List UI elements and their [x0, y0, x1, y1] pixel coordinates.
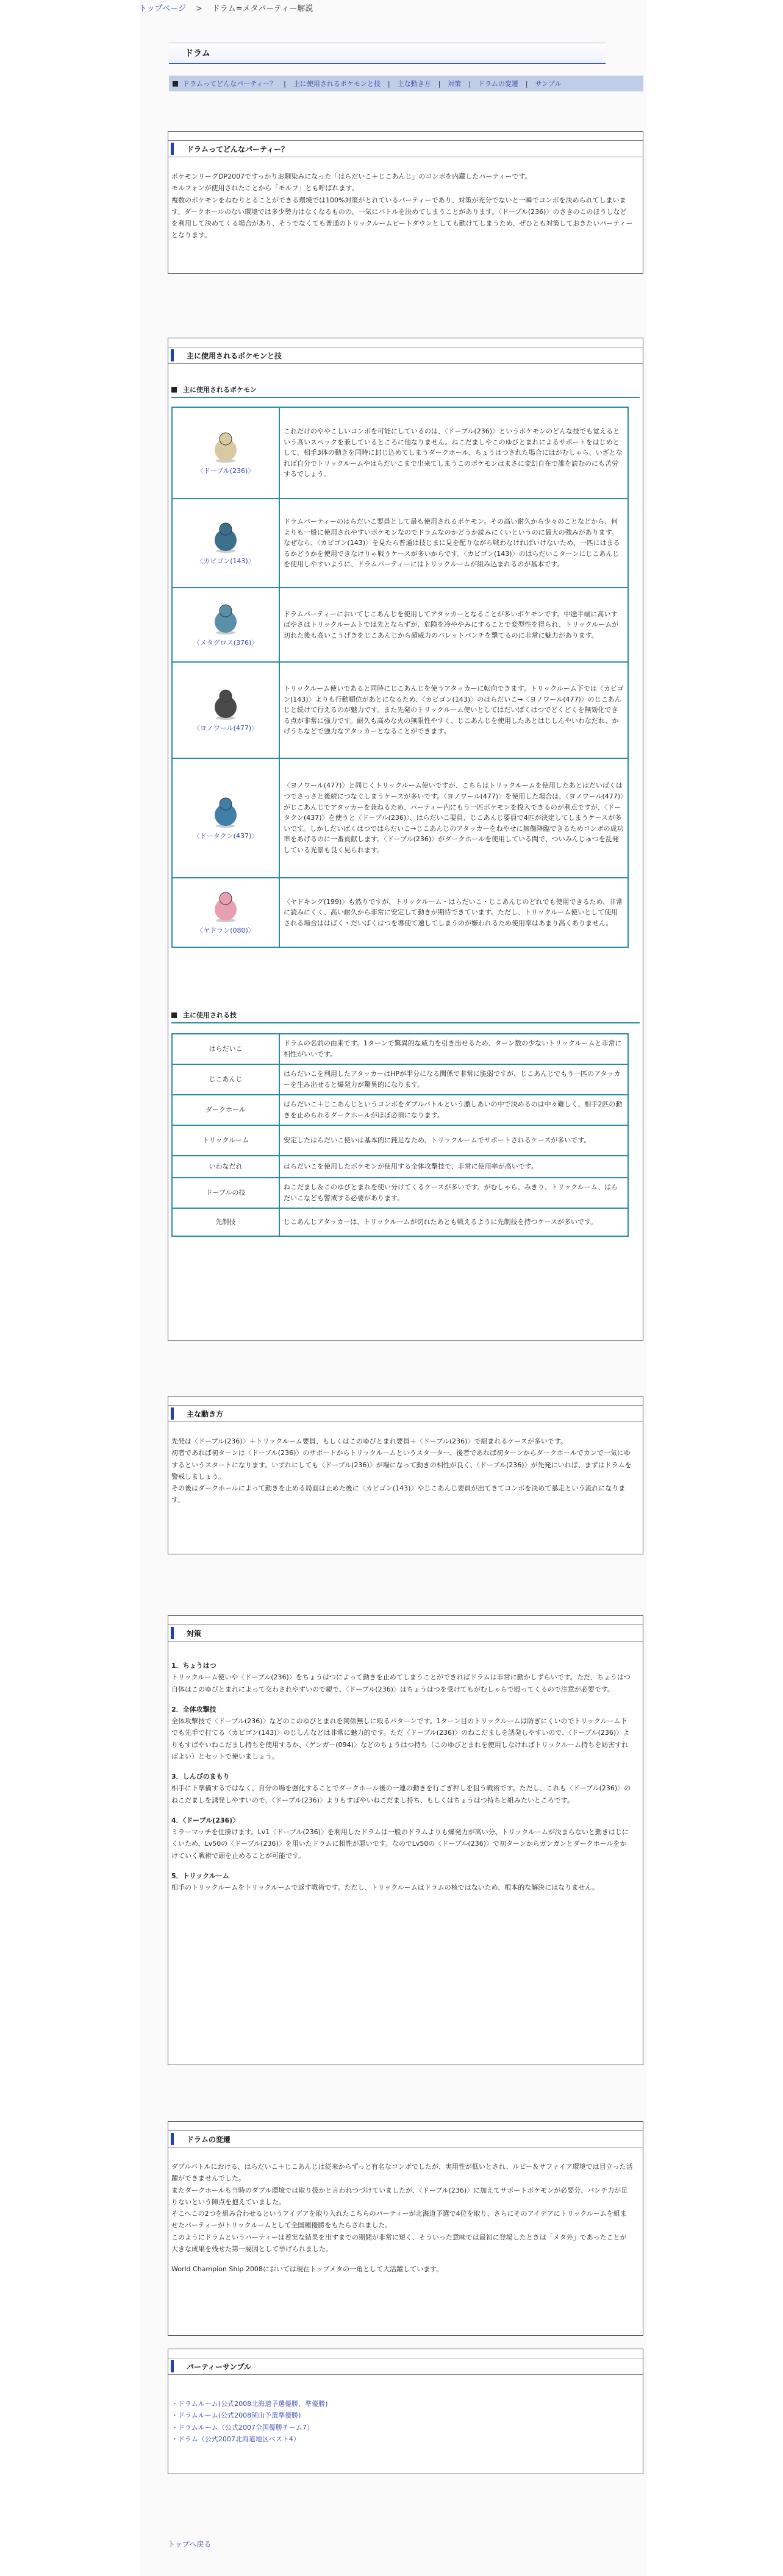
counter-item-text: 相手のトリックルームをトリックルームで返す戦術です。ただし、トリックルームはドラムの核ではないため、根本的な解決にはなりません。	[171, 1884, 599, 1891]
section-body	[171, 1656, 633, 1902]
section-sample	[168, 2349, 643, 2474]
page-title: ドラム	[185, 49, 210, 59]
pokemon-name-link[interactable]: 〈カビゴン(143)〉	[196, 557, 255, 566]
counter-item-text: トリックルーム使いや〈ドーブル(236)〉をちょうはつによって動きを止めてしまうことができればドラムは非常に動かしずらいです。ただ、ちょうはつ自体はこのゆびとまれによって交わされやすいので親で、〈ドーブル(236)〉はちょうはつを受けてもがむしゃらで殴ってくるので注意が必要です。	[171, 1673, 631, 1693]
pokemon-row	[172, 407, 628, 499]
pokemon-name-link[interactable]: 〈ドーブル(236)〉	[196, 467, 255, 475]
sprite-head	[220, 523, 232, 535]
move-name: いわなだれ	[172, 1156, 279, 1178]
paragraph: そこへこの2つを組み合わせるというアイデアを取り入れたこちらのパーティーが北海道予選で4位を取り、さらにそのアイデアにトリックルームを組ませたパーティーがトリックルームとして全国種優勝をもたらされました。	[171, 2210, 627, 2230]
counter-item-title: 5．トリックルーム	[171, 1871, 229, 1880]
sprite-head	[220, 798, 232, 810]
pokemon-name-link[interactable]: 〈ドータクン(437)〉	[193, 832, 259, 841]
breadcrumb-separator: >	[195, 4, 202, 13]
move-description: ねこだまし＆このゆびとまれを使い分けてくるケースが多いです。がむしゃら、みきり、トリックルーム、はらだいこなども警戒する必要があります。	[279, 1178, 628, 1208]
section-body	[171, 1436, 633, 1506]
toc-link-movement[interactable]: 主な動き方	[397, 80, 431, 88]
sprite-head	[220, 690, 232, 702]
move-row	[172, 1095, 628, 1125]
move-description: はらだいこを使用したポケモンが使用する全体攻撃技で、非常に使用率が高いです。	[279, 1156, 628, 1178]
breadcrumb-current: ドラム=メタパーティー解説	[212, 4, 313, 13]
move-row	[172, 1156, 628, 1178]
pokemon-sprite-icon	[209, 686, 243, 720]
paragraph: 先発は〈ドーブル(236)〉＋トリックルーム要員、もしくはこのゆびとまれ要員＋〈ドーブル(236)〉で組まれるケースが多いです。	[171, 1437, 567, 1445]
move-name: ダークホール	[172, 1095, 279, 1125]
move-name: じこあんじ	[172, 1064, 279, 1095]
section-heading: ドラムってどんなパーティー？	[168, 140, 643, 157]
counter-item-text: 相手に下準備するではなく、自分の場を強化することでダークホール後の一連の動きを行ごぎ押しを狙う戦術です。ただし、これも〈ドーブル(236)〉のねこだましを誘発しやすいので、〈ドーブル(236)〉よりもすばやいねこだまし持ち、もしくはちょうはつ持ちと組みたいところです。	[171, 1784, 631, 1804]
pokemon-description: ドラムパーティーにおいてじこあんじを使用してアタッカーとなることが多いポケモンです。中途半端に高いすばやさはトリックルームトでは先とならずが、危険を冷ややみにすることで変型性を得られ、トリックルームが切れた後も高いこうげきをじこあんじから超威力のバレットパンチを撃てるのに非常に魅力があります。	[279, 588, 628, 662]
section-history	[168, 2121, 643, 2336]
square-bullet-icon	[171, 387, 177, 393]
breadcrumb-home-link[interactable]: トップページ	[139, 4, 186, 13]
subheading-pokemon: 主に使用されるポケモン	[171, 385, 257, 394]
toc-link-counter[interactable]: 対策	[448, 80, 462, 88]
sprite-head	[220, 892, 232, 905]
toc-link-sample[interactable]: サンプル	[535, 80, 562, 88]
pokemon-sprite-icon	[209, 429, 243, 463]
pokemon-row	[172, 662, 628, 758]
pokemon-row	[172, 758, 628, 878]
move-description: はらだいこ＋じこあんじというコンボをダブルバトルという激しあいの中で決めるのは中々難しく、相手2匹の動きを止められるダークホールがほぼ必須になります。	[279, 1095, 628, 1125]
move-name: 先制技	[172, 1208, 279, 1236]
section-counter	[168, 1615, 643, 2065]
pokemon-description: ドラムパーティーのはらだいこ要員として最も使用されるポケモン。その高い耐久から少々のことなどから、何よりも一般に使用されやすいポケモンなのでドラムなのかどうか読みにくいというのに最大の強みがあります。なぜなら、〈カビゴン(143)〉を見たら普通は技じまに見を配りながら戦わなければいけないため、一匹にはまるるかどうかを使用できなけりゃ戦うケースが多いからです。〈カビゴン(143)〉のはらだいこターンにじこあんじを使用しやすいように、ドラムパーティーにはトリックルームが組み込まれるのが基本です。	[279, 499, 628, 588]
pokemon-description: 〈ヤドキング(199)〉も然りですが、トリックルーム・はらだいこ・じこあんじのどれでも使用できるため、非常に読みにくく、高い耐久から非常に安定して動きが期待できています。ただし、トリックルーム使いとして使用される場合ははばく・だいばくはつを導使て速してしまうのが嫌われるため使用率はあまり高くありません。	[279, 878, 628, 947]
paragraph: ポケモンリーグDP2007ですっかりお馴染みになった「はらだいこ＋じこあんじ」のコンボを内蔵したパーティーです。	[171, 173, 532, 180]
toc-link-intro[interactable]: ドラムってどんなパーティー？	[183, 80, 277, 88]
section-pokemon	[168, 338, 643, 1341]
section-body	[171, 2161, 633, 2275]
pokemon-table	[171, 407, 629, 948]
paragraph: その後はダークホールによって動きを止める局面は止めた後に〈カビゴン(143)〉やじこあんじ要員が出てきてコンボを決めて暴走という流れになります。	[171, 1484, 626, 1504]
paragraph: 複数のポケモンをねむりとることができる環境では100%対策がとれているパーティーであり、対策が充分でないと一瞬でコンボを決められてしまいます。ダークホールのない環境では多少勢力はなくなるものの、一気にバトルを決めてしまうことがあります。〈ドーブル(236)〉のさきのこのほうしなどを利用して決めてくる場合があり、そうでなくても普通のトリックルームビートダウンとしても動けてしまうため、ぜひとも対策しておきたいパーティーとなります。	[171, 196, 633, 240]
pokemon-name-link[interactable]: 〈メタグロス(376)〉	[193, 639, 259, 647]
move-row	[172, 1125, 628, 1156]
back-to-top-link[interactable]: トップへ戻る	[168, 2540, 212, 2549]
section-movement	[168, 1396, 643, 1554]
section-heading: 主な動き方	[168, 1405, 643, 1422]
move-name: トリックルーム	[172, 1125, 279, 1156]
section-heading: 対策	[168, 1624, 643, 1642]
move-row	[172, 1208, 628, 1236]
pokemon-sprite-icon	[209, 601, 243, 635]
section-body	[171, 171, 633, 241]
sample-link[interactable]: ・ドラムルーム(公式2008北海道予選優勝、準優勝)	[171, 2400, 328, 2408]
pokemon-description: 〈ヨノワール(477)〉と同じくトリックルーム使いですが、こちらはトリックルームを使用したあとはだいばくはつでさっさと後続につなぐしまうケースが多いです。〈ヨノワール(477)〉を使用した場合は、〈ヨノワール(477)〉がじこあんじでアタッカーを兼ねるため、パーティー内にもう一匹ポケモンを投入できるのが利点ですが、〈ドータクン(437)〉を使うと〈ドーブル(236)〉、はらだいこ要員、じこあんじ要員で4匹が決定してしまうケースが多いです。しかしだいばくはつではらだいこ→じこあんじのアタッカーをねやせに無傷降臨できるためコンボの成功率をあげるのに一番貢献します。〈ドーブル(236)〉がダークホールを使用している間で、ついみんじゅつを乱発している光景も良く見られます。	[279, 758, 628, 878]
move-name: ドーブルの技	[172, 1178, 279, 1208]
move-name: はらだいこ	[172, 1034, 279, 1064]
square-bullet-icon	[173, 81, 178, 87]
section-heading: 主に使用されるポケモンと技	[168, 347, 643, 364]
pokemon-name-link[interactable]: 〈ヨノワール(477)〉	[193, 724, 259, 733]
counter-item-text: ミラーマッチを仕掛けます。Lv1〈ドーブル(236)〉を利用したドラムは一般のドラムよりも爆発力が高い分、トリックルームが決まらないと動きはじにくいため、Lv50の〈ドーブル(236)〉を用いたドラムに相性が悪いです。なのでLv50の〈ドーブル(236)〉で初ターンからガンガンとダークホールをかけていく戦術で頭を止めることが可能です。	[171, 1828, 629, 1860]
toc-link-history[interactable]: ドラムの変遷	[478, 80, 518, 88]
move-description: じこあんじアタッカーは、トリックルームが切れたあとも戦えるように先制技を持つケースが多いです。	[279, 1208, 628, 1236]
paragraph: またダークホールも当時のダブル環境では取り扱かと言われつづけていましたが、〈ドーブル(236)〉に加えてサポートポケモンが必要分、パンチ力が足りないという陣点を抱えていました。	[171, 2186, 628, 2206]
sample-link[interactable]: ・ドラム（公式2007北海道地区ベスト4）	[171, 2435, 300, 2443]
moves-table	[171, 1033, 629, 1237]
section-intro	[168, 131, 643, 274]
breadcrumb	[139, 2, 313, 13]
pokemon-name-link[interactable]: 〈ヤドラン(080)〉	[196, 927, 255, 935]
move-description: ドラムの名前の由来です。1ターンで驚異的な威力を引き出せるため、ターン数の少ないトリックルームと非常に相性がいいです。	[279, 1034, 628, 1064]
toc-link-pokemon[interactable]: 主に使用されるポケモンと技	[293, 80, 381, 88]
move-row	[172, 1064, 628, 1095]
section-heading: パーティーサンプル	[168, 2358, 643, 2375]
sample-link[interactable]: ・ドラムルーム（公式2007全国優勝チーム7）	[171, 2423, 313, 2432]
pokemon-sprite-icon	[209, 519, 243, 553]
sample-link[interactable]: ・ドラムルーム(公式2008関山予選準優勝)	[171, 2411, 301, 2420]
subheading-moves: 主に使用される技	[171, 1010, 237, 1020]
paragraph: モルフォンが使用されたことから「モルフ」とも呼ばれます。	[171, 184, 359, 193]
paragraph: 初者であれば初ターンは〈ドーブル(236)〉のサポートからトリックルームというスターター、後者であれば初ターンからダークホールでカンで一気にゆするというスタートになります。いずれにしても〈ドーブル(236)〉が場になって動きの相性が良く、〈ドーブル(236)〉が先発にいれば、まずはドラムを警戒しましょう。	[171, 1449, 632, 1481]
move-description: はらだいこを利用したアタッカーはHPが半分になる関係で非常に脆弱ですが、じこあんじでもう一匹のアタッカーを生み出せると爆発力が驚異的になります。	[279, 1064, 628, 1095]
pokemon-description: これだけのややこしいコンボを可能にしているのは、〈ドーブル(236)〉というポケモンのどんな技でも覚えるという高いスペックを兼しているところに他なりません。ねこだましやこのゆびとまれによるサポートをはじめとして、相手3体の動きを同時に封じ込めてしまうダークホール、ちょうはつされた場合にはがむしゃら、いざとなれば自分でトリックルームやはらだいこまで出来てしまうこのポケモンはまさに変幻自在で誰を読むのにも苦労するでしょう。	[279, 407, 628, 499]
sprite-head	[220, 433, 232, 445]
pokemon-row	[172, 878, 628, 947]
counter-item-title: 1．ちょうはつ	[171, 1662, 216, 1670]
paragraph: このようにドラムというパーティーは着実な結果を出すまでの期間が非常に短く、そういった意味では最初に登場したときは「メタ外」であったことが大きな成果を残せた第一要因として挙げられました。	[171, 2233, 627, 2253]
paragraph: ダブルバトルにおける、はらだいこ＋じこあんじは従来からずっと有名なコンボでしたが、実用性が低いとされ、ルビー＆サファイア環境では目立った活躍ができませんでした。	[171, 2163, 633, 2183]
table-of-contents: ドラムってどんなパーティー？ | 主に使用されるポケモンと技 | 主な動き方 | 対策 | ドラムの変遷 | サンプル	[169, 76, 643, 91]
move-row	[172, 1178, 628, 1208]
paragraph: World Champion Ship 2008においては現在トップメタの一角として大活躍しています。	[171, 2265, 443, 2273]
pokemon-description: トリックルーム使いであると同時にじこあんじを使うアタッカーに転向できます。トリックルーム下では〈カビゴン(143)〉よりも行動順位があとになるため、〈カビゴン(143)〉のはらだいこ→〈ヨノワール(477)〉のじこあんじと続けて行えるのが魅力です。また先発のトリックルーム使いとしてはだいばくはつでどくどくを無効化できる点が非常に強力です。耐久も高めな火の無限性やすく、じこあんじを使用したあとはじしんやいわなだれ、かげうちなどで強力なアタッカーとなることができます。	[279, 662, 628, 758]
sprite-head	[220, 605, 232, 617]
section-heading: ドラムの変遷	[168, 2130, 643, 2147]
counter-item-title: 4．〈ドーブル(236)〉	[171, 1816, 240, 1824]
pokemon-sprite-icon	[209, 889, 243, 923]
counter-item-title: 3．しんぴのまもり	[171, 1773, 230, 1781]
counter-item-title: 2．全体攻撃技	[171, 1705, 216, 1713]
pokemon-sprite-icon	[209, 794, 243, 828]
sample-links	[171, 2398, 633, 2445]
move-row	[172, 1034, 628, 1064]
square-bullet-icon	[171, 1012, 177, 1018]
pokemon-row	[172, 499, 628, 588]
page-title-bar	[169, 43, 606, 64]
pokemon-row	[172, 588, 628, 662]
counter-item-text: 全体攻撃技で〈ドーブル(236)〉などのこのゆびとまれを関係無しに殴るパターンです。1ターン目のトリックルームは防ぎにくいのでトリックルーム下でも先手で打てる〈カビゴン(143)〉のじしんなどは非常に魅力的です。ただ〈ドーブル(236)〉のねこだましを誘発しやすいので、〈ドーブル(236)〉よりもすばやいねこだまし持ちを使用するか、〈ゲンガー(094)〉などのちょうはつ持ち（このゆびとまれを使用しなければトリックルーム持ちを妨害すればよい）とセットで使いましょう。	[171, 1717, 630, 1760]
move-description: 安定したはらだいこ使いは基本的に鈍足なため、トリックルームでサポートされるケースが多いです。	[279, 1125, 628, 1156]
